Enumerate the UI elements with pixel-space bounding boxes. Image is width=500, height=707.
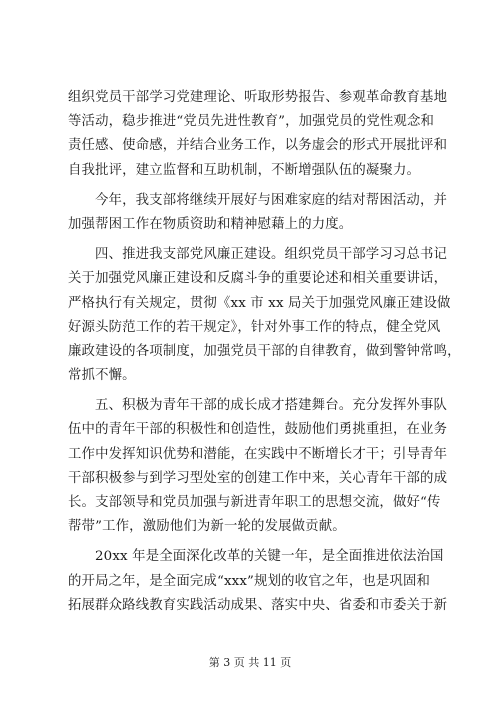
text-line: 常抓不懈。 xyxy=(68,368,136,384)
text-line: 长。支部领导和党员加强与新进青年职工的思想交流，做好“传 xyxy=(68,495,441,510)
text-line: 责任感、使命感，并结合业务工作，以务虚会的形式开展批评和 xyxy=(68,138,448,154)
text-line: 自我批评，建立监督和互助机制，不断增强队伍的凝聚力。 xyxy=(68,162,421,178)
text-line: 的开局之年，是全面完成“xxx”规划的收官之年，也是巩固和 xyxy=(68,573,431,589)
text-line: 干部积极参与到学习型处室的创建工作中来，关心青年干部的成 xyxy=(68,470,448,486)
text-line: 工作中发挥知识优势和潜能，在实践中不断增长才干；引导青年 xyxy=(68,446,448,462)
text-line: 20xx 年是全面深化改革的关键一年，是全面推进依法治国 xyxy=(95,549,444,565)
page-footer: 第 3 页 共 11 页 xyxy=(208,656,292,669)
text-line: 组织党员干部学习党建理论、听取形势报告、参观革命教育基地 xyxy=(68,90,448,105)
text-line: 关于加强党风廉正建设和反腐斗争的重要论述和相关重要讲话， xyxy=(68,271,448,287)
text-line: 严格执行有关规定，贯彻《xx 市 xx 局关于加强党风廉正建设做 xyxy=(68,295,451,311)
text-line: 廉政建设的各项制度，加强党员干部的自律教育，做到警钟常鸣， xyxy=(68,343,461,359)
text-line: 等活动，稳步推进“党员先进性教育”，加强党员的党性观念和 xyxy=(68,114,435,130)
text-line: 加强帮困工作在物质资助和精神慰藉上的力度。 xyxy=(68,216,353,232)
text-line: 帮带”工作，激励他们为新一轮的发展做贡献。 xyxy=(68,519,346,535)
paragraph xyxy=(68,86,448,183)
text-line: 五、积极为青年干部的成长成才搭建舞台。充分发挥外事队 xyxy=(95,398,448,414)
text-line: 伍中的青年干部的积极性和创造性，鼓励他们勇挑重担，在业务 xyxy=(68,422,448,438)
text-line: 四、推进我支部党风廉正建设。组织党员干部学习习总书记 xyxy=(95,247,448,263)
text-line: 好源头防范工作的若干规定》，针对外事工作的特点，健全党风 xyxy=(68,319,441,335)
paragraph xyxy=(68,189,448,237)
text-line: 今年，我支部将继续开展好与困难家庭的结对帮困活动，并 xyxy=(95,192,448,208)
document-body xyxy=(68,86,461,618)
paragraph xyxy=(68,394,448,539)
text-line: 拓展群众路线教育实践活动成果、落实中央、省委和市委关于新 xyxy=(68,597,448,613)
paragraph xyxy=(68,243,461,388)
paragraph xyxy=(68,545,448,618)
